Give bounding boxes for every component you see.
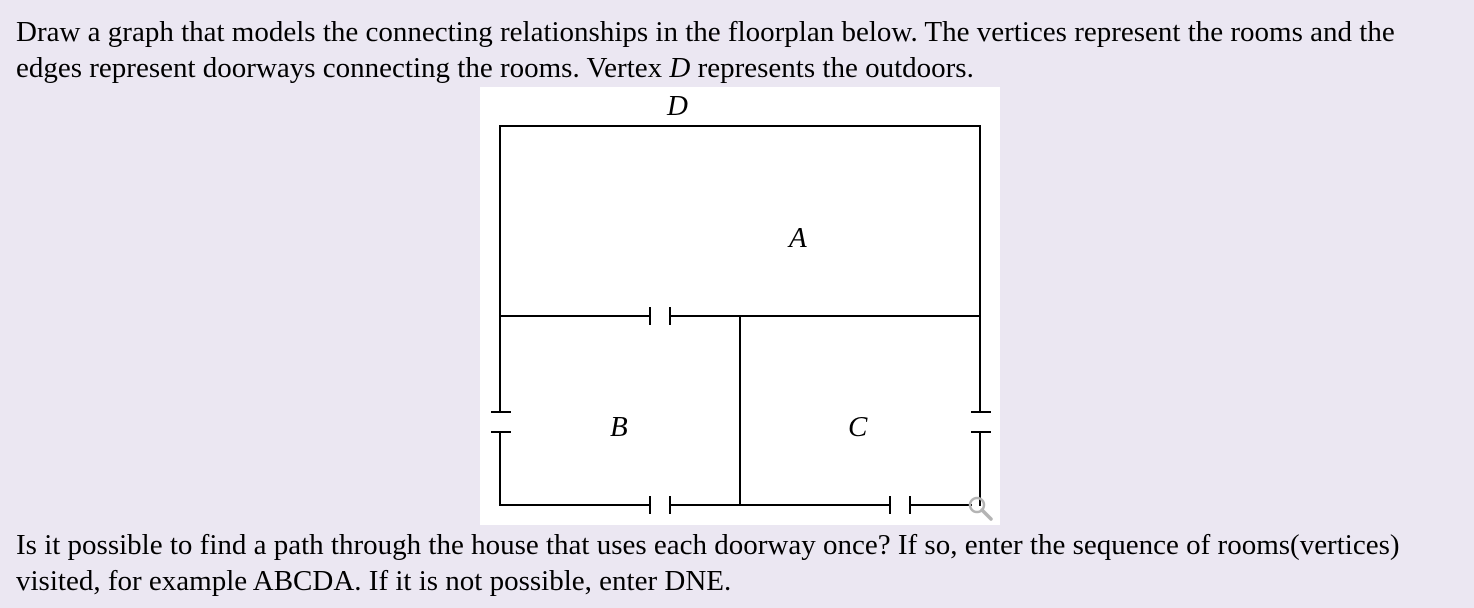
intro-variable-d: D	[669, 52, 691, 84]
label-room-b: B	[610, 411, 628, 443]
floorplan-diagram	[480, 87, 1000, 525]
intro-text-part2: represents the outdoors.	[690, 52, 974, 84]
floorplan-figure	[480, 87, 1000, 525]
question-followup: Is it possible to find a path through the house that uses each doorway once? If so, enter the sequence of rooms(vertices) visited, for example ABCDA. If it is not possible, enter DNE.	[16, 529, 1400, 597]
intro-text-part1: Draw a graph that models the connecting relationships in the floorplan below. The vertices represent the rooms and the edges represent doorways connecting the rooms. Vertex	[16, 16, 1395, 84]
label-room-a: A	[789, 222, 807, 254]
label-outdoors-d: D	[667, 90, 688, 122]
question-intro	[16, 14, 1466, 86]
label-room-c: C	[848, 411, 868, 443]
